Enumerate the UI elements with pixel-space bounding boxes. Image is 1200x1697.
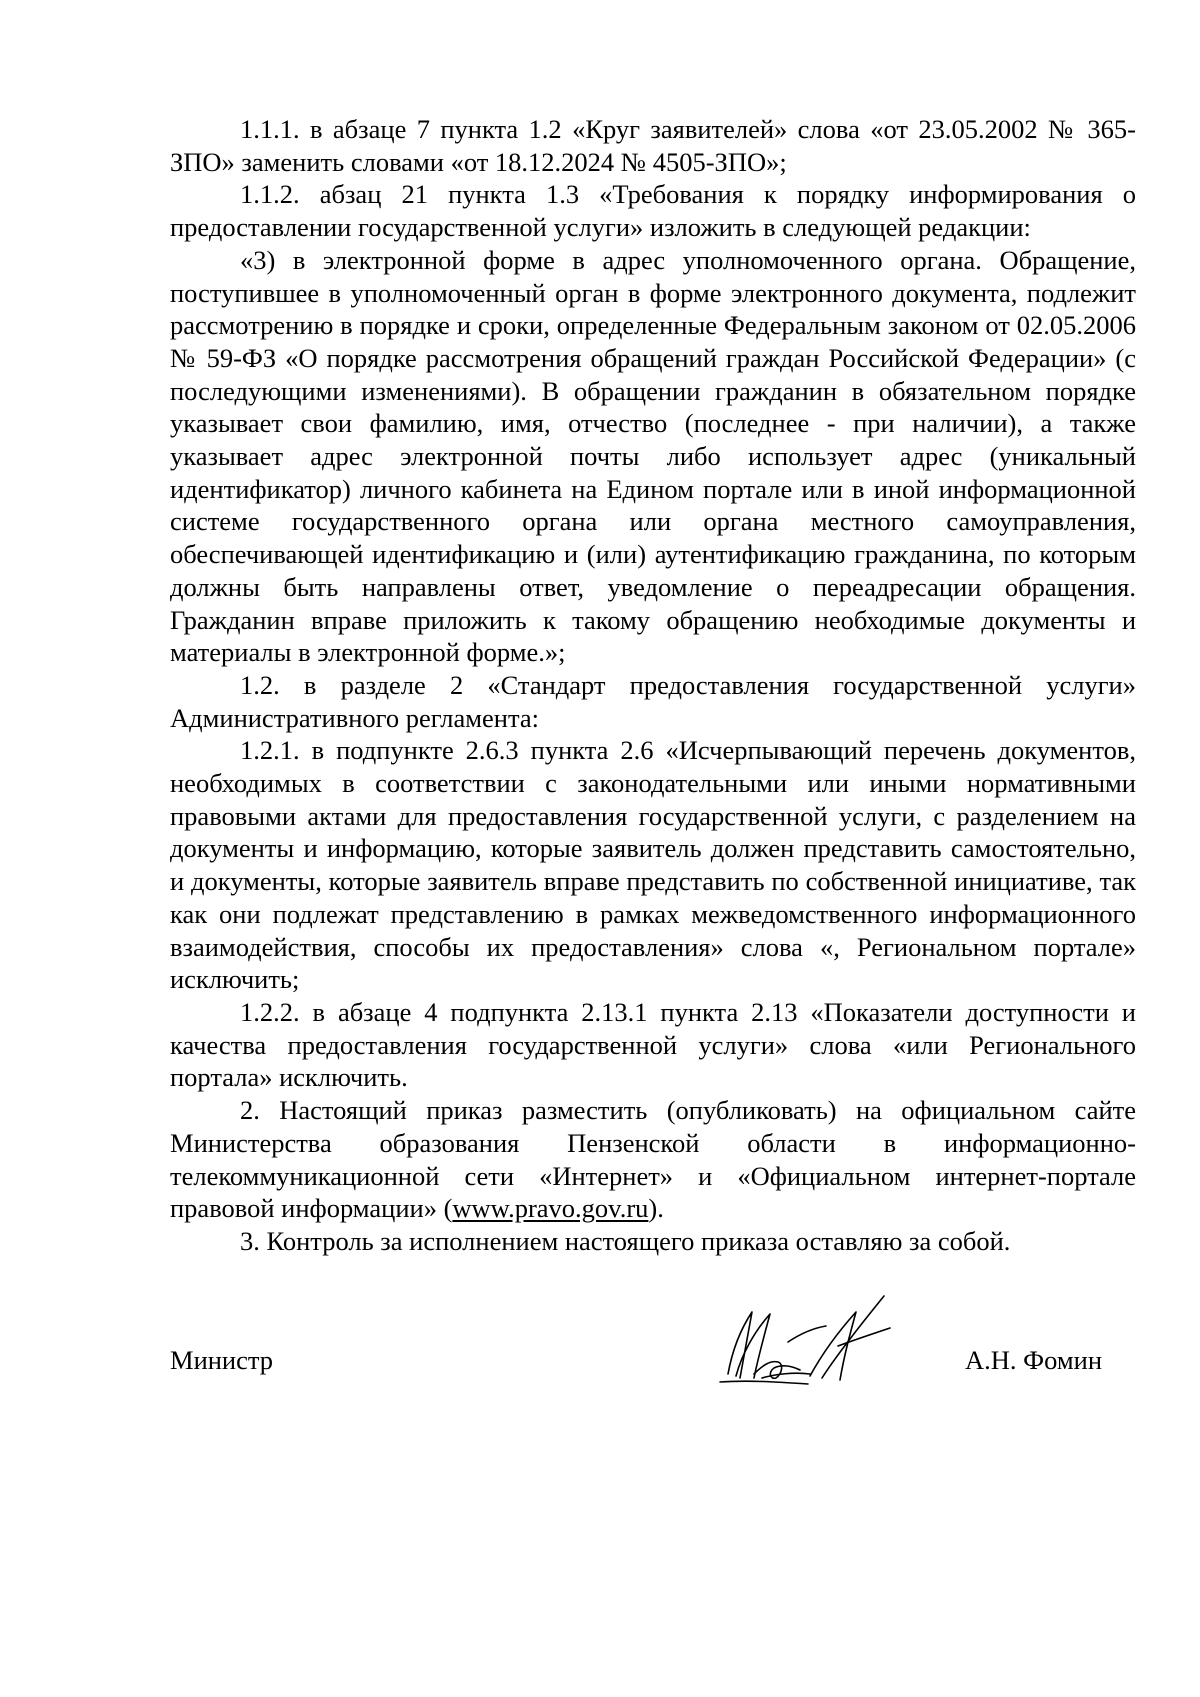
publication-text: 2. Настоящий приказ разместить (опубликовать) на официальном сайте Министерства образования Пензенской области в информационно-телекоммуникационной сети «Интернет» и «Официальном интернет-портале правовой информации» ( [170,1095,1136,1224]
paragraph-1-1-1: 1.1.1. в абзаце 7 пункта 1.2 «Круг заявителей» слова «от 23.05.2002 № 365-ЗПО» заменить словами «от 18.12.2024 № 4505-ЗПО»; [170,114,1136,177]
document-body [170,113,1136,1258]
signature-block [170,1344,1102,1384]
paragraph-1-2: 1.2. в разделе 2 «Стандарт предоставления государственной услуги» Административного регламента: [170,669,1136,733]
paragraph-quoted-text: «3) в электронной форме в адрес уполномоченного органа. Обращение, поступившее в уполномоченный орган в форме электронного документа, подлежит рассмотрению в порядке и сроки, определенные Федеральным законом от 02.05.2006 № 59-ФЗ «О порядке рассмотрения обращений граждан Российской Федерации» (с последующими изменениями). В обращении гражданин в обязательном порядке указывает свои фамилию, имя, отчество (последнее - при наличии), а также указывает адрес электронной почты либо использует адрес (уникальный идентификатор) личного кабинета на Едином портале или в иной информационной системе государственного органа или органа местного самоуправления, обеспечивающей идентификацию и (или) аутентификацию гражданина, по которым должны быть направлены ответ, уведомление о переадресации обращения. Гражданин вправе приложить к такому обращению необходимые документы и материалы в электронной форме.»; [170,244,1136,668]
paragraph-1-2-1: 1.2.1. в подпункте 2.6.3 пункта 2.6 «Исчерпывающий перечень документов, необходимых в соответствии с законодательными или иными нормативными правовыми актами для предоставления государственной услуги, с разделением на документы и информацию, которые заявитель должен представить самостоятельно, и документы, которые заявитель вправе представить по собственной инициативе, так как они подлежат представлению в рамках межведомственного информационного взаимодействия, способы их предоставления» слова «, Региональном портале» исключить; [170,735,1136,995]
signatory-title: Министр [170,1345,274,1375]
paragraph-2-publication [170,1094,1136,1225]
paragraph-1-2-2: 1.2.2. в абзаце 4 подпункта 2.13.1 пункта 2.13 «Показатели доступности и качества предоставления государственной услуги» слова «или Регионального портала» исключить. [170,996,1136,1093]
paragraph-3-control: 3. Контроль за исполнением настоящего приказа оставляю за собой. [240,1225,1011,1256]
publication-text-end: ). [648,1193,664,1224]
pravo-gov-link[interactable]: www.pravo.gov.ru [452,1193,649,1224]
signatory-name: А.Н. Фомин [965,1345,1102,1375]
paragraph-1-1-2: 1.1.2. абзац 21 пункта 1.3 «Требования к порядку информирования о предоставлении государственной услуги» изложить в следующей редакции: [170,179,1136,243]
